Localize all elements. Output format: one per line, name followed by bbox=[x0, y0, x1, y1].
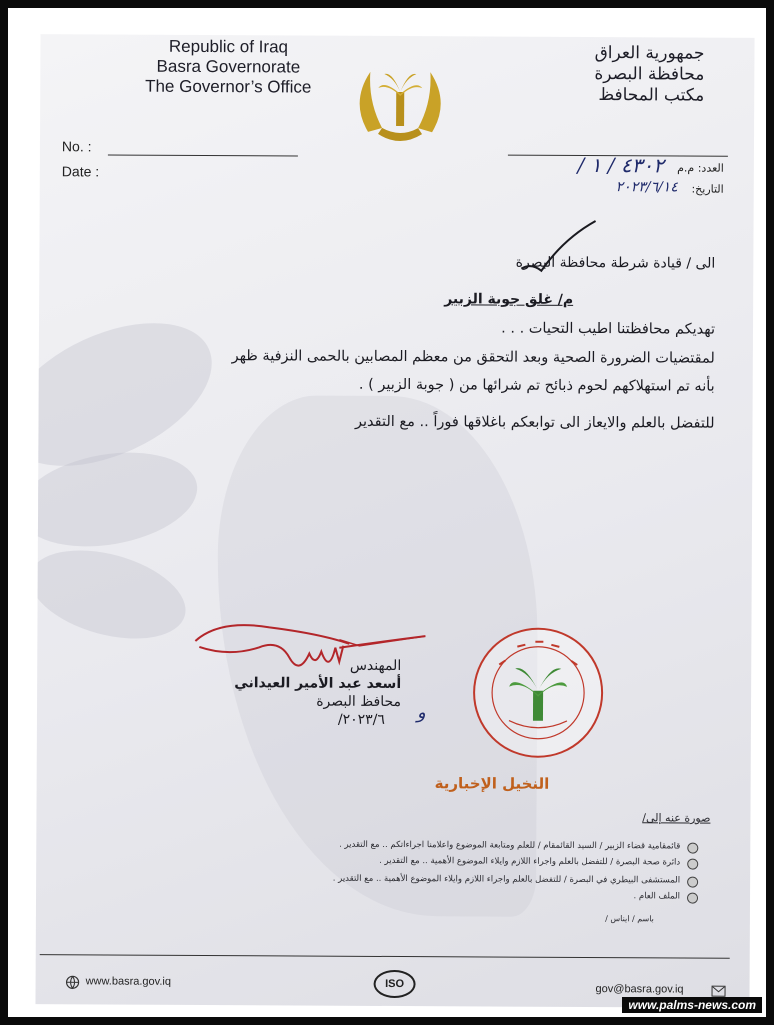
footer-email: gov@basra.gov.iq bbox=[595, 983, 684, 996]
copy-item bbox=[634, 891, 681, 901]
header-ar-office: مكتب المحافظ bbox=[598, 85, 705, 106]
bullet-icon bbox=[687, 843, 698, 854]
header-line-country: Republic of Iraq bbox=[168, 36, 289, 57]
signature-title: المهندس bbox=[349, 657, 402, 675]
typist-initials: باسم / ايناس / bbox=[605, 914, 654, 924]
number-label: No. : bbox=[61, 138, 92, 155]
body-line-1: لمقتضيات الضرورة الصحية وبعد التحقق من معظم المصابين بالحمى النزفية ظهر bbox=[231, 348, 715, 367]
english-header bbox=[108, 36, 348, 97]
number-line bbox=[108, 154, 298, 156]
recipient-line: الى / قيادة شرطة محافظة البصرة bbox=[515, 254, 716, 272]
signature-block bbox=[221, 657, 401, 728]
footer-website: www.basra.gov.iq bbox=[85, 975, 172, 988]
iso-logo: ISO bbox=[374, 970, 416, 998]
bullet-icon bbox=[687, 877, 698, 888]
handwritten-initial: و bbox=[416, 702, 426, 724]
body-line-2: بأنه تم استهلاكهم لحوم ذبائح تم شرائها من ( جوبة الزبير ) . bbox=[358, 376, 715, 395]
copies-heading: صورة عنه إلى/ bbox=[642, 811, 711, 825]
copy-item-text: قائمقامية قضاء الزبير / السيد القائمقام / للعلم ومتابعة الموضوع واعلامنا اجراءاتكم .. مع التقدير . bbox=[339, 839, 681, 852]
bullet-icon bbox=[687, 859, 698, 870]
header-line-office: The Governor’s Office bbox=[145, 76, 312, 97]
header-ar-governorate: محافظة البصرة bbox=[594, 64, 705, 85]
copy-item bbox=[379, 856, 680, 868]
footer-rule bbox=[40, 954, 730, 959]
copy-item-text: دائرة صحة البصرة / للتفضل بالعلم واجراء اللازم وايلاء الموضوع الأهمية .. مع التقدير . bbox=[379, 855, 681, 868]
subject-line: م/ غلق جوبة الزبير bbox=[444, 291, 574, 308]
source-watermark-url: www.palms-news.com bbox=[622, 997, 762, 1013]
stamp-caption: النخيل الإخبارية bbox=[434, 774, 550, 793]
arabic-date-label: التاريخ: bbox=[691, 182, 724, 196]
copy-item bbox=[339, 840, 680, 852]
header-line-governorate: Basra Governorate bbox=[156, 56, 301, 77]
body-line-3: للتفضل بالعلم والايعاز الى توابعكم باغلاقها فوراً .. مع التقدير bbox=[354, 413, 715, 432]
copy-item-text: الملف العام . bbox=[633, 891, 681, 902]
signature-name: أسعد عبد الأمير العيداني bbox=[234, 675, 402, 693]
photo-frame bbox=[8, 8, 766, 1017]
handwritten-date: ٢٠٢٣/٦/١٤ bbox=[615, 179, 678, 196]
copy-item-text: المستشفى البيطري في البصرة / للتفضل بالعلم واجراء اللازم وايلاء الموضوع الأهمية .. مع التقدير . bbox=[332, 873, 681, 886]
header-ar-country: جمهورية العراق bbox=[594, 43, 705, 64]
letter-page bbox=[35, 34, 754, 1008]
signature-role: محافظ البصرة bbox=[316, 693, 402, 711]
official-seal-stamp bbox=[469, 624, 608, 761]
watermark-leaf-shape bbox=[35, 535, 195, 654]
signature-date: ٢٠٢٣/٦/ bbox=[337, 711, 386, 728]
arabic-header bbox=[594, 43, 704, 107]
arabic-number-label: العدد: م.م bbox=[677, 161, 724, 175]
copy-item bbox=[333, 874, 680, 886]
envelope-icon bbox=[712, 986, 726, 997]
date-label: Date : bbox=[61, 163, 100, 180]
basra-emblem-logo bbox=[348, 62, 452, 149]
greeting-line: تهديكم محافظتنا اطيب التحيات . . . bbox=[501, 320, 716, 338]
globe-icon bbox=[66, 974, 80, 988]
handwritten-number: ٤٣٠٢ / ١ / bbox=[577, 152, 664, 178]
bullet-icon bbox=[687, 893, 698, 904]
